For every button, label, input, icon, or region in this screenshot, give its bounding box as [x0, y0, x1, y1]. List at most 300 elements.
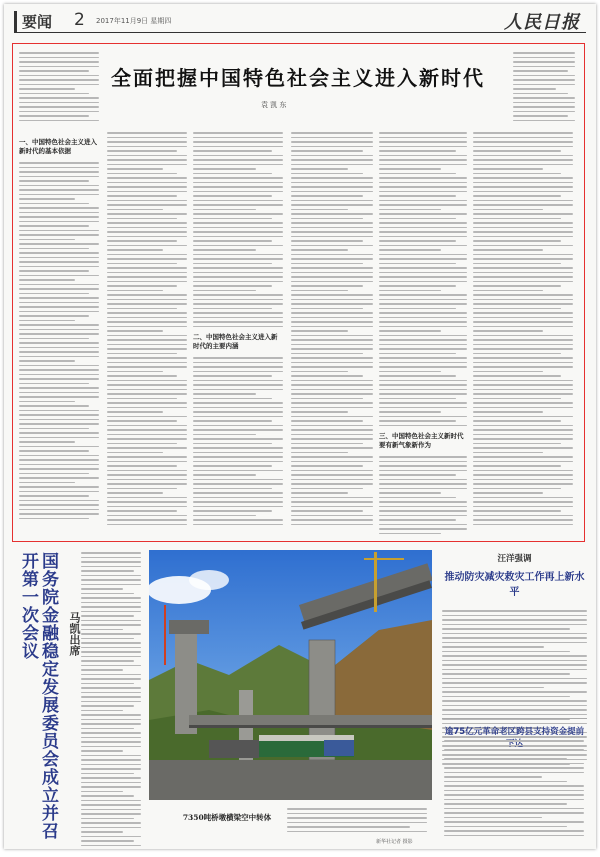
text-line [107, 146, 187, 148]
text-line [379, 528, 467, 530]
text-line [107, 272, 187, 274]
text-line [379, 200, 467, 202]
text-line [444, 817, 542, 819]
text-line [107, 357, 187, 359]
text-line [291, 429, 373, 431]
text-line [287, 831, 427, 833]
text-line [107, 456, 187, 458]
photo-caption-body [287, 808, 427, 835]
text-line [107, 429, 187, 431]
text-line [291, 371, 348, 373]
text-line [19, 428, 89, 430]
text-line [379, 371, 441, 373]
text-line [107, 420, 177, 422]
text-line [81, 804, 141, 806]
text-line [81, 701, 141, 703]
text-line [81, 692, 141, 694]
text-line [19, 455, 99, 457]
text-line [291, 249, 348, 251]
text-line [444, 830, 584, 832]
text-line [193, 249, 256, 251]
text-line [473, 416, 573, 418]
text-line [379, 339, 467, 341]
text-line [473, 245, 573, 247]
text-line [81, 710, 123, 712]
text-line [291, 380, 373, 382]
text-line [107, 353, 177, 355]
text-line [473, 362, 573, 364]
text-line [19, 401, 75, 403]
text-line [473, 240, 561, 242]
text-line [81, 840, 134, 842]
text-line [473, 177, 573, 179]
text-line [473, 348, 573, 350]
text-line [379, 254, 467, 256]
text-line [442, 660, 587, 662]
text-line [473, 150, 561, 152]
text-line [291, 254, 373, 256]
text-line [19, 302, 99, 304]
feature-title: 全面把握中国特色社会主义进入新时代 [111, 66, 485, 90]
text-line [473, 155, 573, 157]
text-line [107, 479, 187, 481]
text-line [379, 285, 456, 287]
text-line [442, 628, 570, 630]
text-line [193, 510, 272, 512]
feature-article[interactable] [12, 43, 585, 542]
text-line [193, 290, 256, 292]
text-line [379, 411, 441, 413]
text-line [513, 111, 575, 113]
text-column [193, 132, 283, 528]
text-line [473, 434, 573, 436]
text-line [379, 159, 467, 161]
text-line [287, 822, 427, 824]
text-line [193, 425, 283, 427]
text-line [379, 330, 441, 332]
text-line [81, 597, 141, 599]
text-line [107, 245, 187, 247]
text-line [444, 763, 584, 765]
text-line [442, 696, 570, 698]
text-line [19, 441, 75, 443]
text-line [379, 389, 467, 391]
text-line [379, 249, 441, 251]
text-line [81, 611, 141, 613]
text-line [19, 518, 89, 520]
page-number: 2 [74, 10, 85, 30]
text-line [81, 561, 141, 563]
text-line [444, 781, 567, 783]
text-line [291, 501, 373, 503]
text-line [193, 515, 256, 517]
text-line [107, 362, 187, 364]
text-line [473, 276, 573, 278]
text-line [81, 687, 141, 689]
text-line [193, 222, 283, 224]
text-line [291, 204, 373, 206]
text-line [473, 456, 573, 458]
text-line [19, 61, 99, 63]
brief-article[interactable] [18, 552, 62, 842]
text-line [473, 231, 573, 233]
text-line [379, 335, 467, 337]
text-line [379, 263, 456, 265]
text-line [513, 93, 568, 95]
text-line [107, 141, 187, 143]
text-line [193, 204, 283, 206]
text-line [291, 213, 373, 215]
text-line [473, 506, 573, 508]
text-line [19, 176, 99, 178]
text-line [473, 303, 573, 305]
text-line [107, 344, 187, 346]
text-line [444, 740, 584, 742]
text-line [379, 236, 467, 238]
text-line [107, 515, 187, 517]
text-line [291, 389, 373, 391]
text-line [379, 384, 467, 386]
text-line [193, 389, 283, 391]
text-line [19, 410, 99, 412]
text-line [379, 483, 467, 485]
text-line [291, 479, 373, 481]
text-line [19, 459, 99, 461]
text-line [291, 222, 373, 224]
text-line [291, 155, 373, 157]
text-line [379, 474, 456, 476]
text-line [193, 263, 272, 265]
text-line [291, 168, 348, 170]
text-line [442, 624, 587, 626]
masthead [14, 10, 586, 33]
text-line [19, 180, 89, 182]
text-line [81, 741, 141, 743]
text-line [107, 452, 163, 454]
text-line [379, 456, 467, 458]
text-line [19, 275, 99, 277]
photo-caption-title: 7350吨桥墩横梁空中转体 [182, 813, 272, 822]
text-line [193, 299, 283, 301]
bridge-illustration [149, 550, 432, 800]
text-line [379, 276, 467, 278]
text-line [19, 97, 99, 99]
text-line [444, 767, 584, 769]
text-line [473, 249, 543, 251]
text-line [442, 615, 587, 617]
feature-author: 袁 凯 东 [261, 101, 287, 109]
text-line [193, 411, 283, 413]
text-line [473, 281, 573, 283]
text-line [193, 456, 283, 458]
text-line [107, 380, 187, 382]
text-column [107, 132, 187, 528]
text-column [81, 552, 141, 849]
text-line [291, 164, 373, 166]
text-line [81, 764, 141, 766]
text-line [473, 312, 573, 314]
text-line [19, 468, 99, 470]
text-line [291, 218, 363, 220]
text-line [379, 465, 467, 467]
text-line [107, 186, 187, 188]
text-line [473, 411, 543, 413]
text-line [19, 387, 99, 389]
text-line [379, 195, 456, 197]
text-line [19, 230, 99, 232]
text-line [291, 483, 373, 485]
text-line [473, 371, 543, 373]
text-line [291, 375, 363, 377]
text-line [473, 272, 573, 274]
text-line [291, 200, 373, 202]
text-line [291, 438, 373, 440]
text-line [193, 380, 283, 382]
text-line [379, 146, 467, 148]
text-line [379, 407, 467, 409]
text-line [473, 330, 543, 332]
text-line [291, 303, 373, 305]
section-label: 要闻 [14, 11, 52, 32]
text-line [379, 137, 467, 139]
text-line [19, 198, 75, 200]
text-line [19, 203, 89, 205]
text-line [291, 276, 373, 278]
text-line [379, 366, 467, 368]
text-line [19, 396, 99, 398]
brief-headline: 国务院金融稳定发展委员会成立并召开第一次会议 [18, 552, 58, 840]
text-line [444, 754, 584, 756]
text-line [81, 719, 141, 721]
text-line [291, 317, 373, 319]
text-line [291, 285, 363, 287]
text-line [444, 803, 567, 805]
article-headline[interactable]: 逾75亿元革命老区跨县支持资金提前 [442, 718, 587, 749]
text-line [379, 204, 467, 206]
text-line [193, 182, 283, 184]
text-line [193, 429, 283, 431]
text-line [193, 137, 283, 139]
text-line [473, 497, 573, 499]
section-heading: 二、中国特色社会主义进入新时代的主要内涵 [193, 333, 278, 350]
text-line [107, 240, 177, 242]
text-line [473, 465, 561, 467]
text-line [107, 519, 187, 521]
text-line [379, 492, 441, 494]
text-line [81, 620, 141, 622]
text-line [19, 243, 99, 245]
text-line [379, 416, 467, 418]
text-line [291, 357, 373, 359]
text-line [107, 285, 177, 287]
text-line [19, 115, 89, 117]
text-line [193, 501, 283, 503]
text-line [19, 333, 99, 335]
text-line [81, 629, 123, 631]
text-line [291, 240, 363, 242]
text-line [379, 501, 467, 503]
text-line [19, 234, 99, 236]
text-line [379, 281, 467, 283]
text-line [107, 438, 187, 440]
text-line [81, 633, 141, 635]
text-line [473, 438, 573, 440]
text-line [291, 452, 348, 454]
text-line [193, 276, 283, 278]
text-line [19, 320, 75, 322]
text-line [291, 398, 363, 400]
text-line [473, 519, 573, 521]
text-line [513, 88, 556, 90]
text-line [81, 602, 141, 604]
text-line [81, 660, 134, 662]
text-line [81, 624, 141, 626]
text-line [473, 452, 543, 454]
text-line [473, 524, 573, 526]
text-column [444, 740, 584, 839]
text-line [291, 362, 373, 364]
text-line [379, 497, 456, 499]
text-line [291, 141, 373, 143]
text-line [442, 687, 544, 689]
text-line [19, 207, 99, 209]
text-line [81, 773, 134, 775]
text-line [473, 501, 573, 503]
text-line [19, 383, 89, 385]
text-line [291, 402, 373, 404]
text-line [193, 209, 256, 211]
text-line [193, 524, 283, 526]
text-line [193, 186, 283, 188]
text-line [107, 321, 187, 323]
text-line [19, 419, 99, 421]
text-line [442, 651, 570, 653]
text-line [291, 294, 373, 296]
text-line [379, 380, 467, 382]
photo-credit: 新华社记者 摄影 [376, 839, 413, 845]
text-line [19, 252, 99, 254]
text-line [81, 818, 134, 820]
text-line [19, 70, 89, 72]
text-line [107, 434, 187, 436]
text-line [291, 231, 373, 233]
text-line [291, 524, 373, 526]
text-line [513, 75, 575, 77]
text-line [513, 70, 568, 72]
text-line [444, 808, 584, 810]
text-line [473, 141, 573, 143]
text-line [379, 294, 467, 296]
text-line [473, 447, 573, 449]
text-line [19, 338, 89, 340]
text-line [81, 584, 141, 586]
text-line [473, 236, 573, 238]
text-line [107, 326, 187, 328]
text-line [107, 375, 177, 377]
text-line [193, 402, 283, 404]
text-line [107, 281, 187, 283]
text-line [107, 461, 187, 463]
text-line [473, 182, 573, 184]
text-line [473, 164, 573, 166]
text-line [107, 308, 177, 310]
text-line [379, 209, 441, 211]
text-line [513, 57, 575, 59]
text-line [107, 317, 187, 319]
text-line [19, 102, 99, 104]
text-line [107, 335, 187, 337]
text-line [81, 755, 141, 757]
text-line [81, 588, 123, 590]
text-line [19, 432, 99, 434]
text-line [19, 500, 99, 502]
text-line [379, 155, 467, 157]
text-line [19, 504, 99, 506]
text-line [193, 470, 283, 472]
text-line [291, 209, 348, 211]
text-line [291, 465, 363, 467]
text-line [19, 509, 99, 511]
text-line [291, 258, 373, 260]
text-line [107, 470, 187, 472]
text-line [473, 420, 561, 422]
text-line [379, 290, 441, 292]
text-line [379, 326, 467, 328]
text-line [107, 447, 187, 449]
text-line [442, 642, 587, 644]
text-line [473, 299, 573, 301]
text-line [193, 393, 256, 395]
text-line [193, 519, 283, 521]
text-line [193, 447, 283, 449]
text-line [287, 826, 410, 828]
text-line [81, 714, 141, 716]
text-line [473, 389, 573, 391]
text-line [473, 285, 561, 287]
text-line [193, 438, 283, 440]
text-line [19, 57, 99, 59]
text-line [291, 447, 373, 449]
bridge-photo[interactable] [149, 550, 432, 800]
text-line [107, 348, 187, 350]
text-line [19, 446, 99, 448]
text-line [291, 326, 373, 328]
text-line [473, 258, 573, 260]
text-line [19, 374, 99, 376]
text-line [193, 497, 283, 499]
text-line [193, 173, 272, 175]
text-line [513, 106, 575, 108]
text-line [193, 492, 283, 494]
text-line [81, 642, 141, 644]
text-line [291, 506, 373, 508]
text-line [81, 746, 141, 748]
text-line [379, 362, 467, 364]
text-line [81, 651, 141, 653]
text-line [291, 245, 373, 247]
text-line [473, 263, 561, 265]
text-line [107, 155, 187, 157]
text-line [193, 245, 283, 247]
text-line [473, 204, 573, 206]
text-line [107, 416, 187, 418]
text-line [291, 515, 373, 517]
text-line [291, 434, 373, 436]
text-line [193, 465, 272, 467]
text-line [193, 312, 283, 314]
text-line [193, 195, 272, 197]
text-line [107, 366, 187, 368]
